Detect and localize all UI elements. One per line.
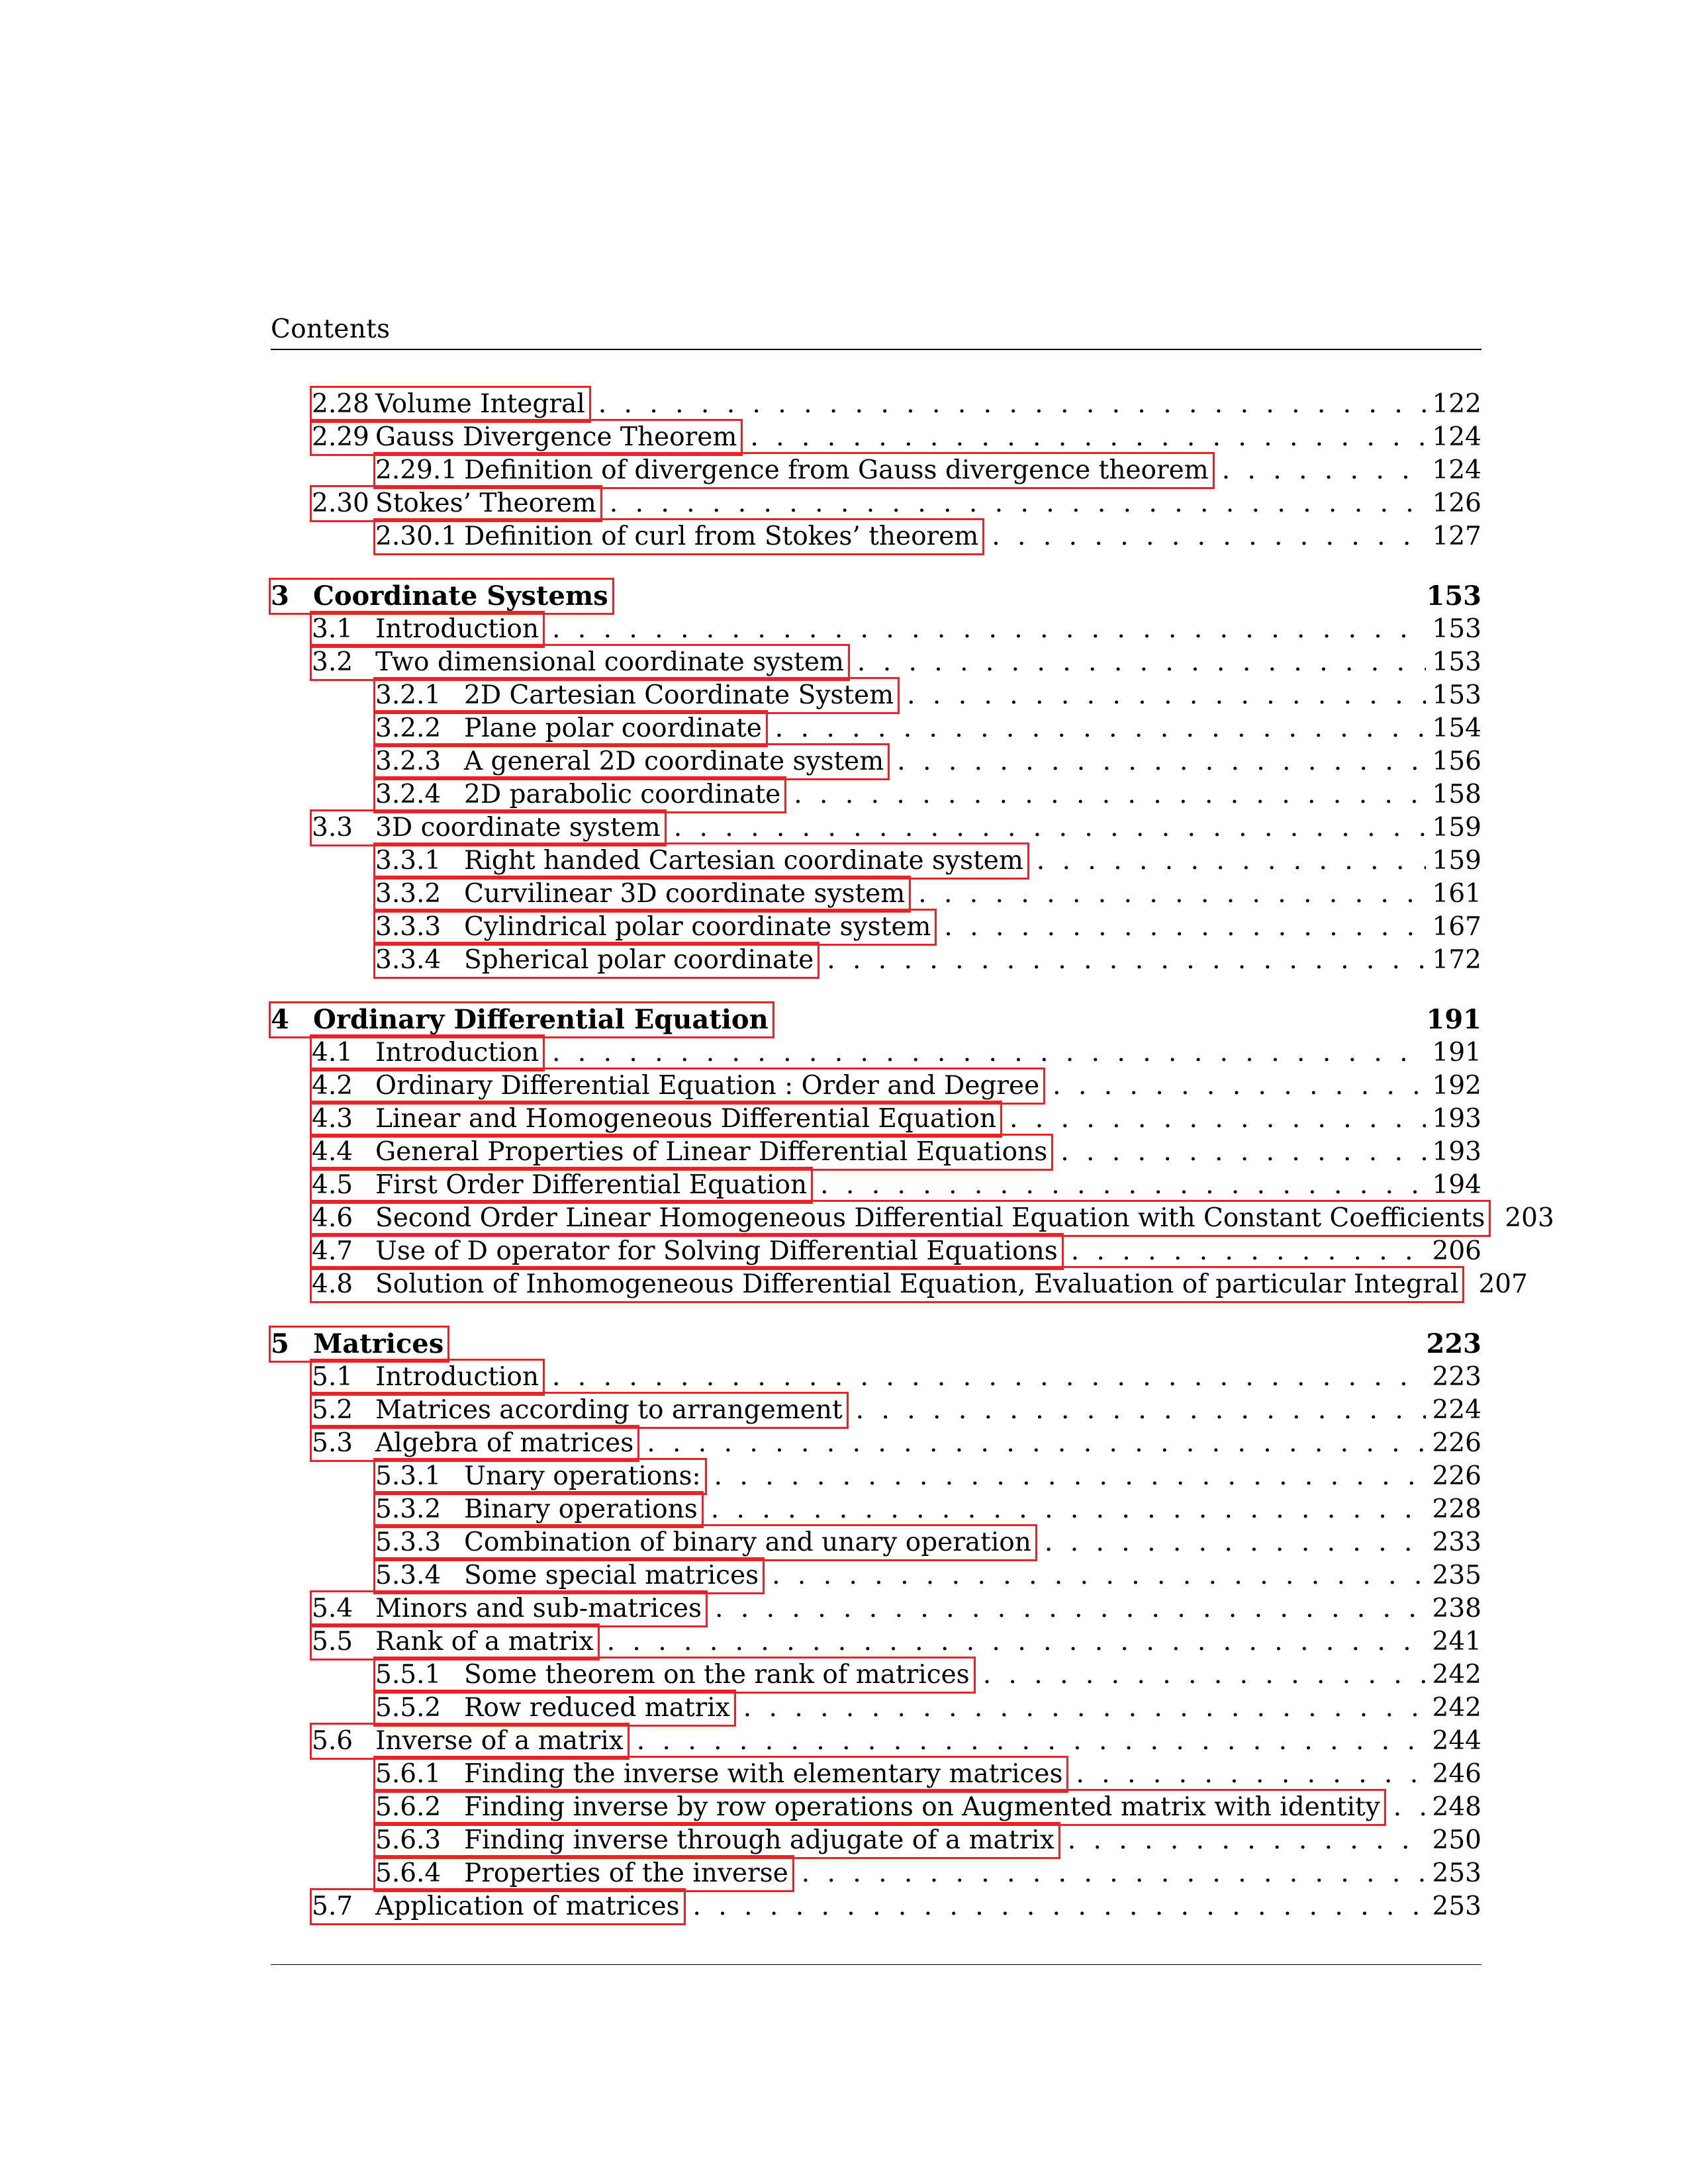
- toc-page-number: 194: [1432, 1170, 1481, 1200]
- toc-entry-row: [271, 1857, 1481, 1890]
- toc-entry-title: Ordinary Differential Equation: [313, 1004, 769, 1035]
- dot-leader: [647, 1427, 1425, 1460]
- toc-entry-title: Definition of curl from Stokes’ theorem: [464, 522, 979, 551]
- toc-entry-title: Spherical polar coordinate: [464, 945, 814, 975]
- toc-entry-link[interactable]: [312, 388, 589, 421]
- toc-page-number: 224: [1432, 1395, 1481, 1425]
- toc-entry-title: First Order Differential Equation: [375, 1170, 808, 1200]
- toc-entry-row: [271, 745, 1481, 778]
- dot-leader: [775, 712, 1426, 745]
- toc-page-number: 153: [1432, 647, 1481, 677]
- toc-entry-row: [271, 911, 1481, 944]
- toc-page-number: 192: [1432, 1071, 1481, 1101]
- dot-leader: [715, 1592, 1426, 1625]
- toc-entry-number: 5.3.4: [375, 1561, 442, 1590]
- toc-entry-number: 2.30.1: [375, 522, 458, 551]
- toc-entry-row: [271, 646, 1481, 679]
- toc-entry-number: 3.3.1: [375, 846, 442, 876]
- toc-entry-link[interactable]: [271, 580, 612, 613]
- toc-entry-link[interactable]: [312, 1036, 543, 1069]
- toc-page-number: 159: [1432, 813, 1481, 842]
- toc-entry-number: 3.2: [312, 647, 353, 677]
- toc-entry-row: [271, 487, 1481, 520]
- dot-leader: [857, 646, 1426, 679]
- toc-entry-row: [271, 1268, 1528, 1301]
- dot-leader: [1076, 1758, 1425, 1791]
- toc-entry-title: Introduction: [375, 1362, 539, 1392]
- toc-page-number: 191: [1432, 1038, 1481, 1068]
- toc-page-number: 154: [1432, 713, 1481, 743]
- toc-entry-title: Coordinate Systems: [313, 580, 608, 612]
- toc-entry-title: Rank of a matrix: [375, 1627, 594, 1657]
- toc-entry-link[interactable]: [375, 454, 1213, 487]
- dot-leader: [1222, 454, 1426, 487]
- toc-entry-link[interactable]: [312, 421, 741, 454]
- toc-entry-link[interactable]: [312, 1725, 628, 1758]
- toc-entry-link[interactable]: [312, 646, 848, 679]
- toc-entry-title: General Properties of Linear Differential Equations: [375, 1137, 1048, 1167]
- toc-entry-title: Cylindrical polar coordinate system: [464, 912, 931, 942]
- dot-leader: [552, 1361, 1426, 1394]
- toc-entry-link[interactable]: [375, 1493, 702, 1526]
- toc-entry-link[interactable]: [312, 1202, 1489, 1235]
- toc-page-number: 253: [1432, 1858, 1481, 1888]
- toc-entry-row: [271, 1036, 1481, 1069]
- toc-entry-number: 2.29.1: [375, 455, 458, 485]
- toc-entry-title: Introduction: [375, 1038, 539, 1068]
- toc-entry-row: [271, 613, 1481, 646]
- toc-entry-number: 5.6.3: [375, 1825, 442, 1855]
- toc-entry-row: [271, 1758, 1481, 1791]
- toc-page-number: 242: [1432, 1693, 1481, 1723]
- toc-entry-number: 3.3.4: [375, 945, 442, 975]
- toc-entry-title: Curvilinear 3D coordinate system: [464, 879, 906, 909]
- dot-leader: [827, 944, 1425, 977]
- toc-page-number: 246: [1432, 1759, 1481, 1789]
- toc-entry-title: Ordinary Differential Equation : Order and Degree: [375, 1071, 1040, 1101]
- toc-entry-link[interactable]: [312, 487, 600, 520]
- toc-entry-row: [271, 811, 1481, 844]
- toc-entry-number: 5.4: [312, 1594, 353, 1623]
- toc-entry-link[interactable]: [312, 1136, 1051, 1169]
- toc-entry-link[interactable]: [312, 1427, 637, 1460]
- toc-entry-link[interactable]: [375, 679, 898, 712]
- dot-leader: [750, 421, 1425, 454]
- toc-entry-link[interactable]: [312, 1103, 1000, 1136]
- toc-entry-link[interactable]: [375, 1692, 734, 1725]
- toc-entry-title: Plane polar coordinate: [464, 713, 762, 743]
- toc-entry-link[interactable]: [375, 1460, 705, 1493]
- toc-entry-link[interactable]: [375, 1791, 1384, 1824]
- toc-entry-row: [271, 1169, 1481, 1202]
- toc-entry-row: [271, 712, 1481, 745]
- toc-entry-number: 5.6.4: [375, 1858, 442, 1888]
- toc-entry-row: [271, 1625, 1481, 1659]
- toc-entry-number: 2.30: [312, 488, 369, 518]
- toc-entry-title: Right handed Cartesian coordinate system: [464, 846, 1023, 876]
- toc-entry-row: [271, 778, 1481, 811]
- toc-entry-number: 5.3.2: [375, 1494, 442, 1524]
- toc-entry-link[interactable]: [271, 1003, 773, 1036]
- toc-page-number: 124: [1432, 422, 1481, 452]
- dot-leader: [1393, 1791, 1426, 1824]
- toc-page-number: 172: [1432, 945, 1481, 975]
- toc-entry-number: 3.2.3: [375, 747, 442, 776]
- toc-entry-title: Inverse of a matrix: [375, 1726, 624, 1756]
- toc-entry-title: Gauss Divergence Theorem: [375, 422, 737, 452]
- toc-entry-link[interactable]: [312, 1394, 847, 1427]
- toc-page-number: 226: [1432, 1428, 1481, 1458]
- toc-entry-row: [271, 1592, 1481, 1625]
- toc-entry-row: [271, 1659, 1481, 1692]
- dot-leader: [674, 811, 1426, 844]
- toc-page-number: 235: [1432, 1561, 1481, 1590]
- dot-leader: [552, 613, 1426, 646]
- toc-entry-row: [271, 1493, 1481, 1526]
- toc-entry-link[interactable]: [312, 1592, 706, 1625]
- toc-entry-row: [271, 1890, 1481, 1923]
- toc-entry-row: [271, 679, 1481, 712]
- toc-entry-title: 2D Cartesian Coordinate System: [464, 680, 894, 710]
- toc-entry-number: 3.3.3: [375, 912, 442, 942]
- toc-page-number: 203: [1505, 1203, 1554, 1233]
- toc-entry-title: Linear and Homogeneous Differential Equation: [375, 1104, 996, 1134]
- toc-entry-number: 2.28: [312, 389, 369, 419]
- toc-entry-title: Finding inverse by row operations on Augmented matrix with identity: [464, 1792, 1380, 1822]
- dot-leader: [944, 911, 1425, 944]
- toc-entry-title: Second Order Linear Homogeneous Differential Equation with Constant Coefficients: [375, 1203, 1485, 1233]
- toc-entry-link[interactable]: [271, 1328, 447, 1361]
- toc-entry-number: 5.1: [312, 1362, 353, 1392]
- toc-entry-link[interactable]: [375, 944, 818, 977]
- toc-page-number: 228: [1432, 1494, 1481, 1524]
- dot-leader: [802, 1857, 1426, 1890]
- running-head: Contents: [271, 314, 391, 344]
- toc-entry-number: 5.6: [312, 1726, 353, 1756]
- dot-leader: [1053, 1069, 1425, 1103]
- toc-page-number: 127: [1432, 522, 1481, 551]
- toc-entry-row: [271, 1692, 1481, 1725]
- toc-entry-link[interactable]: [375, 1824, 1058, 1857]
- toc-entry-link[interactable]: [375, 878, 909, 911]
- toc-page-number: 167: [1432, 912, 1481, 942]
- toc-entry-number: 3.2.1: [375, 680, 442, 710]
- toc-entry-link[interactable]: [312, 1890, 684, 1923]
- toc-entry-link[interactable]: [312, 811, 665, 844]
- toc-entry-number: 3: [271, 580, 289, 612]
- toc-entry-row: [271, 1526, 1481, 1559]
- toc-entry-row: [271, 1361, 1481, 1394]
- toc-page-number: 193: [1432, 1137, 1481, 1167]
- toc-entry-title: Binary operations: [464, 1494, 698, 1524]
- toc-entry-title: Matrices according to arrangement: [375, 1395, 843, 1425]
- toc-entry-number: 3.3: [312, 813, 353, 842]
- toc-entry-title: Some special matrices: [464, 1561, 759, 1590]
- dot-leader: [610, 487, 1426, 520]
- toc-page-number: 153: [1426, 580, 1481, 612]
- toc-page-number: 253: [1432, 1891, 1481, 1921]
- dot-leader: [907, 679, 1425, 712]
- toc-entry-link[interactable]: [375, 844, 1027, 878]
- toc-entry-link[interactable]: [312, 1069, 1043, 1103]
- toc-page-number: 241: [1432, 1627, 1481, 1657]
- footer-rule: [271, 1964, 1481, 1965]
- dot-leader: [1009, 1103, 1426, 1136]
- toc-entry-row: [271, 1725, 1481, 1758]
- dot-leader: [714, 1460, 1426, 1493]
- toc-entry-number: 5.6.1: [375, 1759, 442, 1789]
- dot-leader: [1060, 1136, 1425, 1169]
- toc-entry-link[interactable]: [312, 613, 543, 646]
- toc-entry-link[interactable]: [375, 1559, 763, 1592]
- toc-entry-row: [271, 944, 1481, 977]
- dot-leader: [711, 1493, 1426, 1526]
- toc-entry-title: Unary operations:: [464, 1461, 701, 1491]
- toc-entry-row: [271, 1427, 1481, 1460]
- toc-entry-title: Volume Integral: [375, 389, 585, 419]
- table-of-contents: [271, 388, 1554, 1923]
- toc-entry-number: 5.5.2: [375, 1693, 442, 1723]
- toc-entry-link[interactable]: [375, 778, 784, 811]
- toc-chapter-row: [271, 1003, 1481, 1036]
- toc-entry-title: Matrices: [313, 1328, 444, 1359]
- dot-leader: [552, 1036, 1426, 1069]
- toc-entry-title: Introduction: [375, 614, 539, 644]
- toc-entry-title: A general 2D coordinate system: [464, 747, 884, 776]
- toc-entry-number: 4.2: [312, 1071, 353, 1101]
- toc-entry-link[interactable]: [312, 1625, 598, 1659]
- toc-entry-link[interactable]: [312, 1235, 1062, 1268]
- dot-leader: [856, 1394, 1426, 1427]
- toc-entry-row: [271, 1460, 1481, 1493]
- toc-entry-number: 5.5: [312, 1627, 353, 1657]
- toc-entry-row: [271, 1559, 1481, 1592]
- toc-page-number: 161: [1432, 879, 1481, 909]
- toc-entry-link[interactable]: [375, 712, 766, 745]
- toc-entry-row: [271, 878, 1481, 911]
- dot-leader: [1071, 1235, 1426, 1268]
- dot-leader: [693, 1890, 1426, 1923]
- dot-leader: [1037, 844, 1426, 878]
- toc-entry-title: Properties of the inverse: [464, 1858, 788, 1888]
- toc-entry-link[interactable]: [312, 1361, 543, 1394]
- toc-entry-row: [271, 1824, 1481, 1857]
- dot-leader: [637, 1725, 1426, 1758]
- dot-leader: [794, 778, 1425, 811]
- toc-entry-number: 5.3.1: [375, 1461, 442, 1491]
- dot-leader: [598, 388, 1426, 421]
- toc-entry-title: Solution of Inhomogeneous Differential Equation, Evaluation of particular Integral: [375, 1269, 1459, 1299]
- toc-entry-number: 5.2: [312, 1395, 353, 1425]
- toc-entry-number: 3.2.4: [375, 780, 442, 809]
- toc-entry-number: 5.5.1: [375, 1660, 442, 1690]
- toc-entry-link[interactable]: [312, 1169, 811, 1202]
- toc-entry-row: [271, 454, 1481, 487]
- toc-entry-title: 2D parabolic coordinate: [464, 780, 781, 809]
- dot-leader: [743, 1692, 1426, 1725]
- toc-page-number: 244: [1432, 1726, 1481, 1756]
- toc-entry-number: 4.1: [312, 1038, 353, 1068]
- dot-leader: [820, 1169, 1425, 1202]
- toc-entry-row: [271, 1235, 1481, 1268]
- toc-chapter-row: [271, 580, 1481, 613]
- header-rule: [271, 349, 1481, 350]
- toc-entry-link[interactable]: [375, 1526, 1035, 1559]
- toc-entry-number: 4.4: [312, 1137, 353, 1167]
- dot-leader: [897, 745, 1425, 778]
- toc-page-number: 124: [1432, 455, 1481, 485]
- dot-leader: [918, 878, 1425, 911]
- toc-entry-number: 5.7: [312, 1891, 353, 1921]
- toc-entry-number: 4.5: [312, 1170, 353, 1200]
- toc-entry-link[interactable]: [375, 1758, 1066, 1791]
- toc-page-number: 238: [1432, 1594, 1481, 1623]
- toc-page-number: 153: [1432, 680, 1481, 710]
- toc-entry-link[interactable]: [375, 1659, 974, 1692]
- toc-entry-link[interactable]: [375, 520, 982, 553]
- toc-page-number: 206: [1432, 1236, 1481, 1266]
- toc-page-number: 248: [1432, 1792, 1481, 1822]
- toc-entry-number: 2.29: [312, 422, 369, 452]
- dot-leader: [772, 1559, 1425, 1592]
- toc-entry-title: Finding the inverse with elementary matrices: [464, 1759, 1063, 1789]
- toc-entry-number: 5.6.2: [375, 1792, 442, 1822]
- toc-entry-link[interactable]: [375, 745, 888, 778]
- toc-entry-row: [271, 1791, 1481, 1824]
- toc-entry-row: [271, 520, 1481, 553]
- toc-page-number: 207: [1478, 1269, 1528, 1299]
- toc-entry-title: Two dimensional coordinate system: [375, 647, 844, 677]
- toc-entry-row: [271, 1394, 1481, 1427]
- toc-page-number: 233: [1432, 1527, 1481, 1557]
- toc-entry-title: 3D coordinate system: [375, 813, 661, 842]
- toc-entry-number: 5.3.3: [375, 1527, 442, 1557]
- toc-page-number: 158: [1432, 780, 1481, 809]
- toc-entry-title: Row reduced matrix: [464, 1693, 730, 1723]
- toc-page-number: 223: [1426, 1328, 1481, 1359]
- toc-entry-row: [271, 388, 1481, 421]
- dot-leader: [992, 520, 1425, 553]
- dot-leader: [1068, 1824, 1426, 1857]
- toc-entry-row: [271, 1103, 1481, 1136]
- toc-page-number: 193: [1432, 1104, 1481, 1134]
- toc-entry-title: Combination of binary and unary operation: [464, 1527, 1031, 1557]
- toc-entry-number: 4.3: [312, 1104, 353, 1134]
- toc-entry-number: 5.3: [312, 1428, 353, 1458]
- toc-page-number: 191: [1426, 1004, 1481, 1035]
- toc-entry-row: [271, 1069, 1481, 1103]
- toc-entry-link[interactable]: [375, 1857, 792, 1890]
- toc-entry-number: 4.7: [312, 1236, 353, 1266]
- toc-page-number: 122: [1432, 389, 1481, 419]
- toc-entry-row: [271, 421, 1481, 454]
- dot-leader: [983, 1659, 1426, 1692]
- toc-entry-link[interactable]: [375, 911, 935, 944]
- toc-entry-title: Minors and sub-matrices: [375, 1594, 702, 1623]
- toc-entry-number: 4: [271, 1004, 289, 1035]
- toc-entry-row: [271, 844, 1481, 878]
- toc-entry-number: 3.3.2: [375, 879, 442, 909]
- toc-page-number: 153: [1432, 614, 1481, 644]
- toc-page-number: 223: [1432, 1362, 1481, 1392]
- toc-page-number: 250: [1432, 1825, 1481, 1855]
- toc-page-number: 159: [1432, 846, 1481, 876]
- toc-entry-title: Some theorem on the rank of matrices: [464, 1660, 970, 1690]
- toc-page-number: 242: [1432, 1660, 1481, 1690]
- toc-entry-row: [271, 1136, 1481, 1169]
- toc-page-number: 226: [1432, 1461, 1481, 1491]
- toc-entry-number: 4.6: [312, 1203, 353, 1233]
- toc-entry-title: Finding inverse through adjugate of a matrix: [464, 1825, 1055, 1855]
- toc-entry-row: [271, 1202, 1554, 1235]
- toc-entry-title: Definition of divergence from Gauss divergence theorem: [464, 455, 1209, 485]
- toc-entry-number: 3.1: [312, 614, 353, 644]
- toc-entry-title: Application of matrices: [375, 1891, 680, 1921]
- toc-entry-link[interactable]: [312, 1268, 1462, 1301]
- toc-page-number: 126: [1432, 488, 1481, 518]
- toc-entry-title: Algebra of matrices: [375, 1428, 634, 1458]
- toc-entry-number: 4.8: [312, 1269, 353, 1299]
- toc-chapter-row: [271, 1328, 1481, 1361]
- toc-entry-number: 5: [271, 1328, 289, 1359]
- dot-leader: [1045, 1526, 1426, 1559]
- toc-page-number: 156: [1432, 747, 1481, 776]
- toc-entry-number: 3.2.2: [375, 713, 442, 743]
- toc-entry-title: Use of D operator for Solving Differential Equations: [375, 1236, 1058, 1266]
- toc-entry-title: Stokes’ Theorem: [375, 488, 596, 518]
- dot-leader: [607, 1625, 1426, 1659]
